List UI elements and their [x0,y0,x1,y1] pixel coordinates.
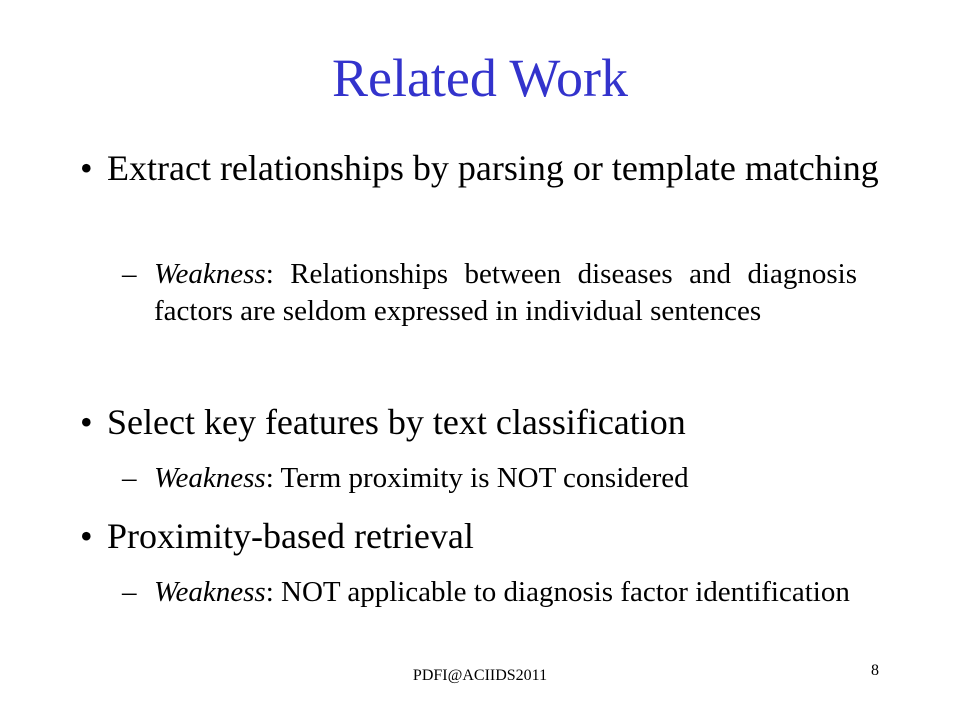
dash-marker: – [122,462,137,494]
sub-item-2 [122,460,857,497]
weakness-label: Weakness [154,576,266,608]
sub-item-1 [122,256,857,330]
sub-text-1 [154,256,857,330]
bullet-text-2: Select key features by text classification [107,402,686,442]
sub-text-2 [154,460,857,497]
page-number: 8 [871,662,879,679]
bullet-marker: • [80,148,93,188]
sub-text-3 [154,574,857,611]
bullet-marker: • [80,516,93,556]
bullet-item-2 [80,400,880,445]
bullet-marker: • [80,402,93,442]
dash-marker: – [122,576,137,608]
bullet-item-3 [80,514,880,559]
weakness-label: Weakness [154,462,266,494]
bullet-item-1 [80,146,880,191]
slide-title: Related Work [331,48,629,108]
slide-footer: PDFI@ACIIDS2011 [412,667,548,684]
sub-body-1: : Relationships between diseases and diagnosis factors are seldom expressed in individual sentences [154,258,857,327]
dash-marker: – [122,258,137,290]
bullet-text-1: Extract relationships by parsing or template matching [107,148,879,188]
bullet-text-3: Proximity-based retrieval [107,516,474,556]
weakness-label: Weakness [154,258,266,290]
sub-item-3 [122,574,857,611]
sub-body-2: : Term proximity is NOT considered [265,462,689,494]
sub-body-3: : NOT applicable to diagnosis factor identification [265,576,850,608]
